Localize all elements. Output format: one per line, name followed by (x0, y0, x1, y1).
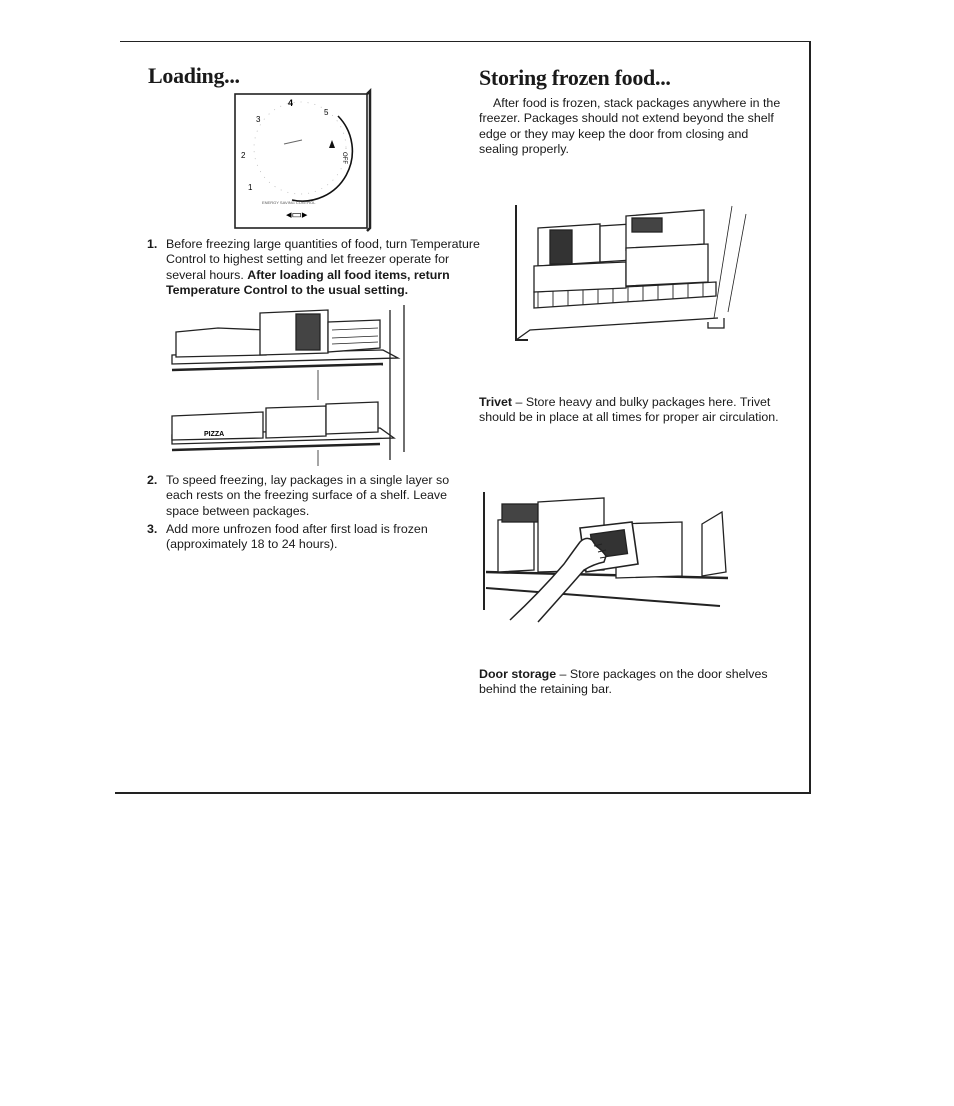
storing-intro-text: After food is frozen, stack packages anywhere in the freezer. Packages should not extend beyond the shelf edge or they may keep the door from closing and sealing properly. (479, 96, 781, 157)
dial-number-2: 2 (241, 151, 246, 160)
trivet-package-4 (534, 262, 626, 292)
trivet-package-5 (626, 244, 708, 286)
lower-package-middle (266, 406, 326, 438)
milk-carton (702, 512, 726, 576)
dial-number-1: 1 (248, 183, 253, 192)
trivet-description: – Store heavy and bulky packages here. Trivet should be in place at all times for proper air circulation. (479, 395, 779, 425)
dial-adjust-icon: ◂▭▸ (286, 209, 308, 221)
lower-shelf-rail (172, 444, 380, 450)
loading-step-1 (147, 237, 480, 299)
trivet-illustration (508, 200, 758, 348)
step-3-text: Add more unfrozen food after first load is frozen (approximately 18 to 24 hours). (166, 522, 428, 552)
loading-step-2 (147, 473, 456, 519)
upper-package-label (296, 314, 320, 350)
page-frame-bottom-rule (115, 792, 811, 794)
door-storage-illustration (476, 484, 734, 624)
step-3-number: 3. (147, 522, 158, 536)
loading-heading: Loading... (148, 63, 240, 88)
package-1-label (550, 230, 572, 264)
page-frame-top-rule (120, 41, 810, 42)
freezer-shelves-illustration (158, 300, 418, 466)
door-storage-text (479, 667, 785, 698)
retaining-bar-lower (486, 588, 720, 606)
lower-package-right (326, 402, 378, 434)
storing-heading: Storing frozen food... (479, 65, 671, 90)
trivet-term: Trivet (479, 395, 513, 409)
dial-panel (235, 94, 367, 228)
step-2-number: 2. (147, 473, 158, 487)
upper-shelf-rail (172, 364, 383, 370)
freezer-door-edge (714, 206, 746, 318)
page-frame-right-rule (809, 41, 811, 794)
door-storage-term: Door storage (479, 667, 557, 681)
package-3-label (632, 218, 662, 232)
retaining-bar-upper (486, 572, 728, 578)
dial-number-4: 4 (288, 98, 294, 108)
trivet-foot (708, 318, 724, 328)
door-storage-description: – Store packages on the door shelves behind the retaining bar. (479, 667, 768, 697)
pizza-label: PIZZA (204, 431, 225, 438)
step-1-number: 1. (147, 237, 158, 251)
step-1-text: Before freezing large quantities of food, turn Temperature Control to highest setting and let freezer operate for several hours. (166, 237, 480, 282)
step-1-bold-text: After loading all food items, return Temperature Control to the usual setting. (166, 267, 450, 298)
dial-number-5: 5 (324, 108, 329, 117)
trivet-text (479, 395, 785, 426)
dial-number-3: 3 (256, 115, 261, 124)
dial-off-label: OFF (341, 152, 347, 164)
dial-caption: ENERGY SAVING CONTROL (262, 200, 316, 205)
upper-package-left (176, 328, 266, 357)
temperature-control-dial-illustration (232, 88, 372, 232)
freezer-floor (516, 318, 718, 340)
door-package-1-top (502, 504, 538, 522)
step-2-text: To speed freezing, lay packages in a single layer so each rests on the freezing surface of a shelf. Leave space between packages. (166, 473, 450, 518)
freezer-left-wall (516, 205, 528, 340)
loading-step-3 (147, 522, 456, 553)
door-package-1 (498, 518, 534, 572)
